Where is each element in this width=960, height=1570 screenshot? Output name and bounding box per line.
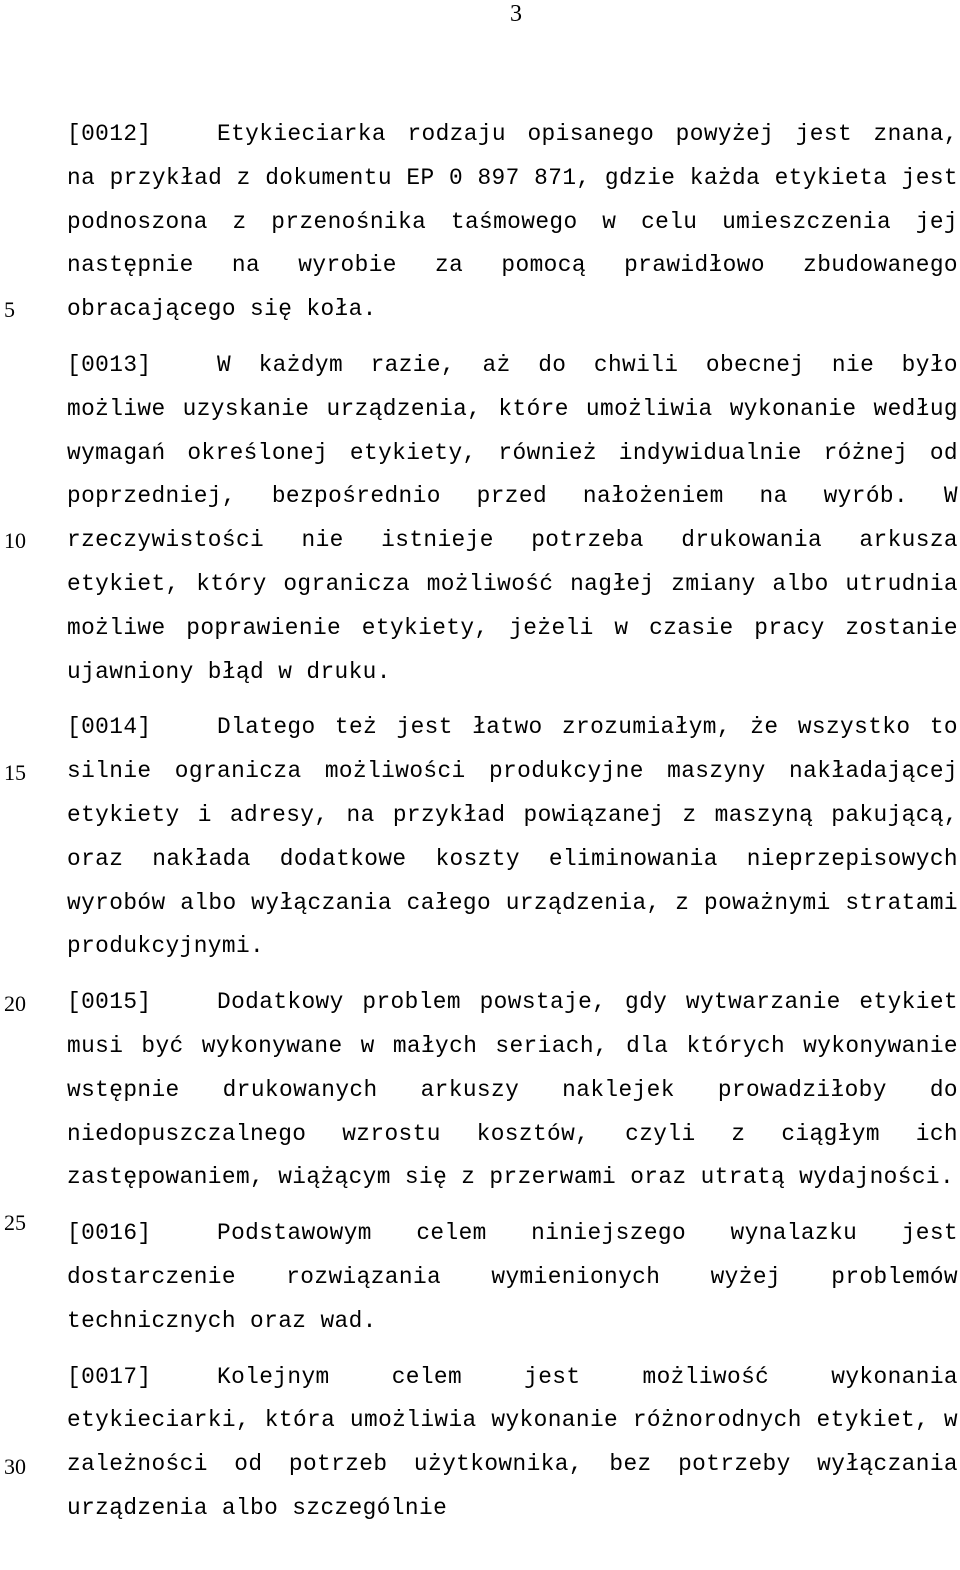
paragraph bbox=[67, 113, 958, 332]
paragraph bbox=[67, 1356, 958, 1531]
line-number: 10 bbox=[4, 528, 26, 553]
paragraph bbox=[67, 344, 958, 694]
page-number: 3 bbox=[510, 1, 522, 27]
line-number: 5 bbox=[4, 297, 15, 322]
paragraph-number: [0014] bbox=[67, 714, 152, 741]
paragraph-text: Kolejnym celem jest możliwość wykonania etykieciarki, która umożliwia wykonanie różnorodnych etykiet, w zależności od potrzeb użytkownika, bez potrzeby wyłączania urządzenia albo szczególnie bbox=[67, 1363, 958, 1521]
document-body bbox=[67, 113, 958, 1543]
paragraph-number: [0012] bbox=[67, 121, 152, 147]
paragraph bbox=[67, 981, 958, 1200]
line-number: 25 bbox=[4, 1210, 26, 1235]
paragraph-number: [0016] bbox=[67, 1220, 152, 1247]
paragraph bbox=[67, 1212, 958, 1343]
paragraph-number: [0013] bbox=[67, 351, 152, 378]
line-number: 30 bbox=[4, 1454, 26, 1479]
paragraph-text: Etykieciarka rodzaju opisanego powyżej jest znana, na przykład z dokumentu EP 0 897 871, gdzie każda etykieta jest podnoszona z przenośnika taśmowego w celu umieszczenia jej następnie na wyrobie za pomocą prawidłowo zbudowanego obracającego się koła. bbox=[67, 121, 958, 323]
paragraph-text: Podstawowym celem niniejszego wynalazku jest dostarczenie rozwiązania wymienionych wyżej problemów technicznych oraz wad. bbox=[67, 1220, 958, 1334]
paragraph-number: [0017] bbox=[67, 1363, 152, 1390]
paragraph bbox=[67, 706, 958, 969]
paragraph-text: Dodatkowy problem powstaje, gdy wytwarzanie etykiet musi być wykonywane w małych seriach, dla których wykonywanie wstępnie drukowanych arkuszy naklejek prowadziłoby do niedopuszczalnego wzrostu kosztów, czyli z ciągłym ich zastępowaniem, wiążącym się z przerwami oraz utratą wydajności. bbox=[67, 989, 958, 1191]
paragraph-text: W każdym razie, aż do chwili obecnej nie było możliwe uzyskanie urządzenia, które umożliwia wykonanie według wymagań określonej etykiety, również indywidualnie różnej od poprzedniej, bezpośrednio przed nałożeniem na wyrób. W rzeczywistości nie istnieje potrzeba drukowania arkusza etykiet, który ogranicza możliwość nagłej zmiany albo utrudnia możliwe poprawienie etykiety, jeżeli w czasie pracy zostanie ujawniony błąd w druku. bbox=[67, 351, 958, 685]
paragraph-number: [0015] bbox=[67, 989, 152, 1016]
paragraph-text: Dlatego też jest łatwo zrozumiałym, że wszystko to silnie ogranicza możliwości produkcyjne maszyny nakładającej etykiety i adresy, na przykład powiązanej z maszyną pakującą, oraz nakłada dodatkowe koszty eliminowania nieprzepisowych wyrobów albo wyłączania całego urządzenia, z poważnymi stratami produkcyjnymi. bbox=[67, 714, 958, 960]
line-number: 15 bbox=[4, 760, 26, 785]
line-number: 20 bbox=[4, 991, 26, 1016]
